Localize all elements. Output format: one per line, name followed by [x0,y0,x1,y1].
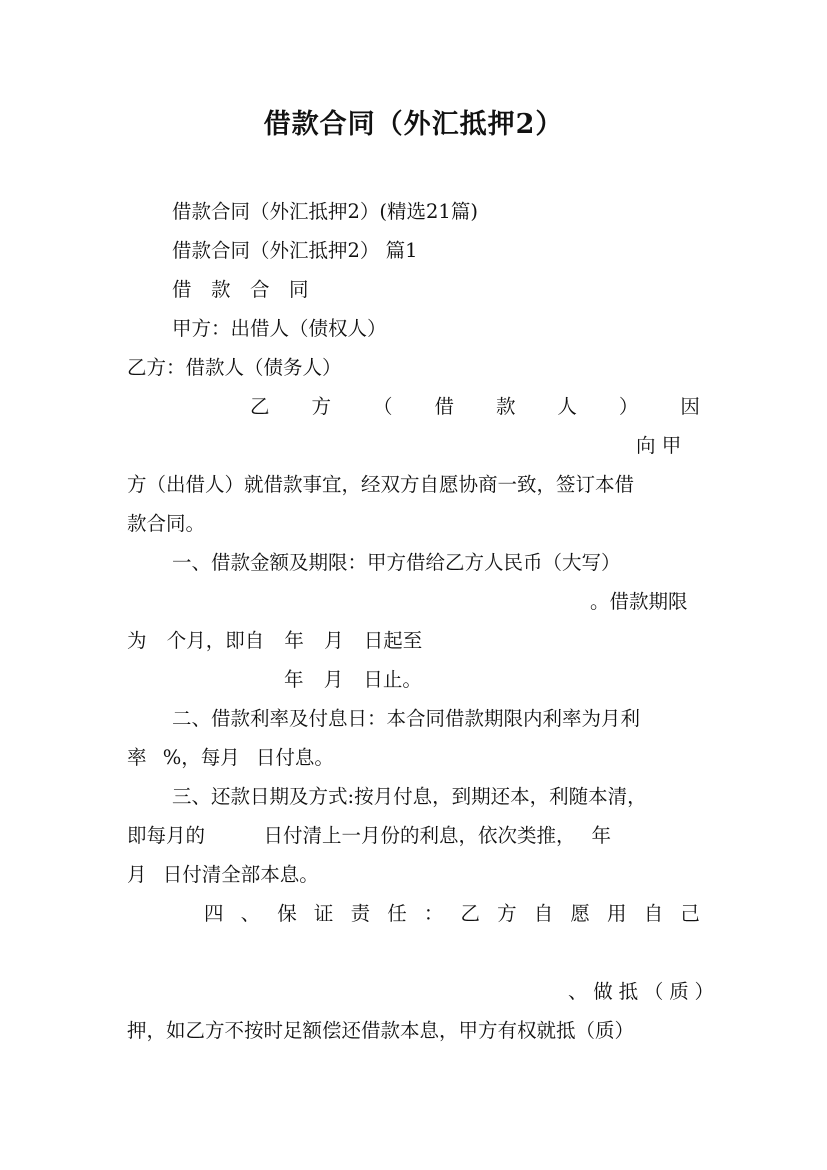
paragraph-line: 方（出借人）就借款事宜，经双方自愿协商一致，签订本借 [127,473,635,496]
party-a-line: 甲方：出借人（债权人） [172,317,387,340]
clause-4-line: 四 、 保 证 责 任 ： 乙 方 自 愿 用 自 己 [204,902,700,925]
clause-4-line: 押，如乙方不按时足额偿还借款本息，甲方有权就抵（质） [127,1019,635,1042]
party-b-line: 乙方：借款人（债务人） [127,356,342,379]
contract-heading: 借 款 合 同 [172,278,309,301]
clause-3-line: 三、还款日期及方式:按月付息，到期还本，利随本清， [172,785,647,808]
clause-3-line: 月 日付清全部本息。 [127,863,319,886]
paragraph-line: 乙 方 （ 借 款 人 ） 因 [250,395,700,418]
document-title: 借款合同（外汇抵押2） [263,109,564,140]
clause-1-line: 一、借款金额及期限：甲方借给乙方人民币（大写） [172,551,621,574]
clause-3-line: 即每月的 日付清上一月份的利息，依次类推， 年 [127,824,611,847]
clause-2-line: 率 %，每月 日付息。 [127,746,334,769]
paragraph-line: 款合同。 [127,512,206,535]
clause-4-line: 、 做 抵 （ 质 ） [568,980,714,1003]
paragraph-line: 向 甲 [636,434,682,457]
clause-1-line: 。借款期限 [590,590,688,613]
clause-2-line: 二、借款利率及付息日：本合同借款期限内利率为月利 [172,707,641,730]
clause-1-line: 为 个月，即自 年 月 日起至 [127,629,423,652]
section-heading: 借款合同（外汇抵押2） 篇1 [172,239,418,262]
clause-1-line: 年 月 日止。 [284,668,422,691]
subtitle-collection: 借款合同（外汇抵押2）(精选21篇) [172,200,478,223]
